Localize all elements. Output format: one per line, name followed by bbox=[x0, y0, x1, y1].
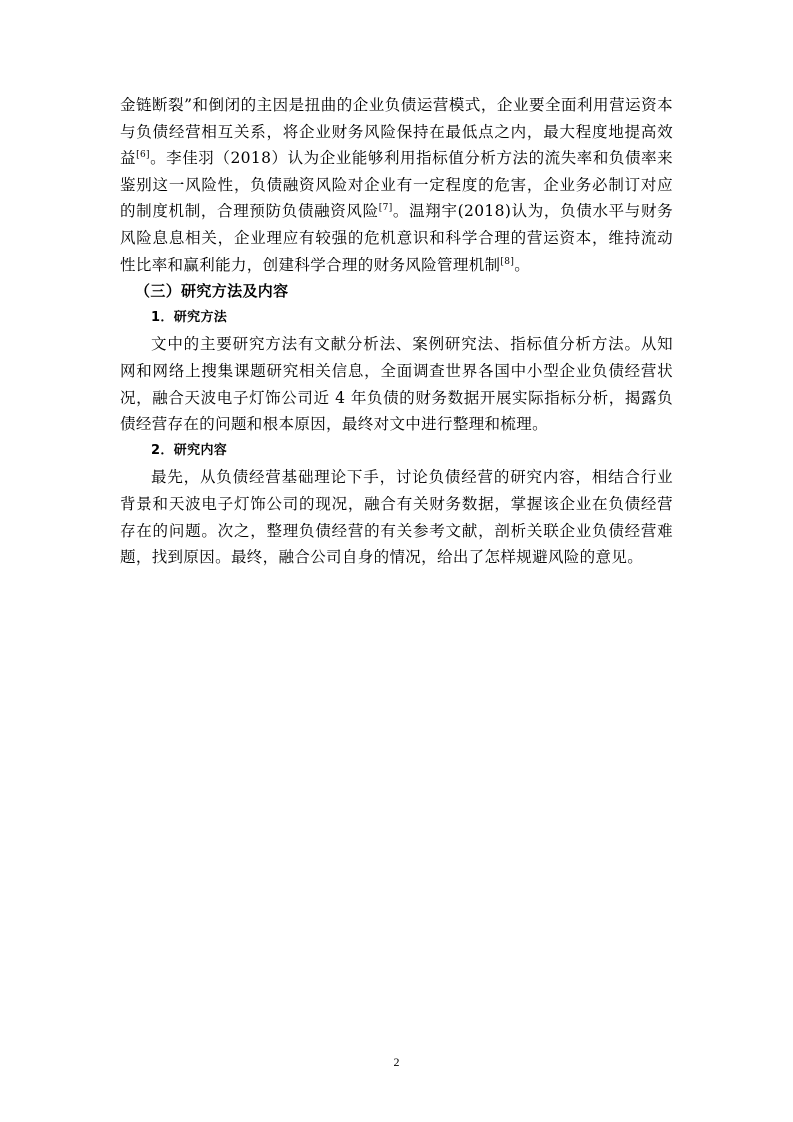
citation-6: [6] bbox=[136, 150, 150, 161]
subsection-heading-methods: 1．研究方法 bbox=[151, 309, 228, 325]
paragraph-text: 。温翔宇(2018)认为，负债水平与财务风险息息相关，企业理应有较强的危机意识和科学合理的营运资本，维持流动性比率和赢利能力，创建科学合理的财务风险管理机制 bbox=[120, 202, 673, 274]
paragraph-text: 。 bbox=[514, 255, 531, 274]
citation-8: [8] bbox=[500, 256, 515, 267]
literature-review-paragraph bbox=[120, 92, 673, 278]
citation-7: [7] bbox=[378, 203, 393, 214]
paragraph-text: 金链断裂”和倒闭的主因是扭曲的企业负债运营模式，企业要全面利用营运资本与负债经营相互关系，将企业财务风险保持在最低点之内，最大程度地提高效益 bbox=[120, 96, 673, 168]
page-content bbox=[120, 92, 673, 571]
paragraph-text: 。李佳羽（2018）认为企业能够利用指标值分析方法的流失率和负债率来鉴别这一风险性，负债融资风险对企业有一定程度的危害，企业务必制订对应的制度机制，合理预防负债融资风险 bbox=[120, 149, 673, 221]
methods-paragraph: 文中的主要研究方法有文献分析法、案例研究法、指标值分析方法。从知网和网络上搜集课题研究相关信息，全面调查世界各国中小型企业负债经营状况，融合天波电子灯饰公司近 4 年负债的财务数据开展实际指标分析，揭露负债经营存在的问题和根本原因，最终对文中进行整理和梳理。 bbox=[120, 335, 673, 434]
subsection-heading-content: 2．研究内容 bbox=[151, 442, 228, 458]
page-number: 2 bbox=[393, 1055, 400, 1069]
section-heading: （三）研究方法及内容 bbox=[135, 282, 289, 301]
content-paragraph: 最先，从负债经营基础理论下手，讨论负债经营的研究内容，相结合行业背景和天波电子灯饰公司的现况，融合有关财务数据，掌握该企业在负债经营存在的问题。次之，整理负债经营的有关参考文献，剖析关联企业负债经营难题，找到原因。最终，融合公司自身的情况，给出了怎样规避风险的意见。 bbox=[120, 468, 673, 567]
